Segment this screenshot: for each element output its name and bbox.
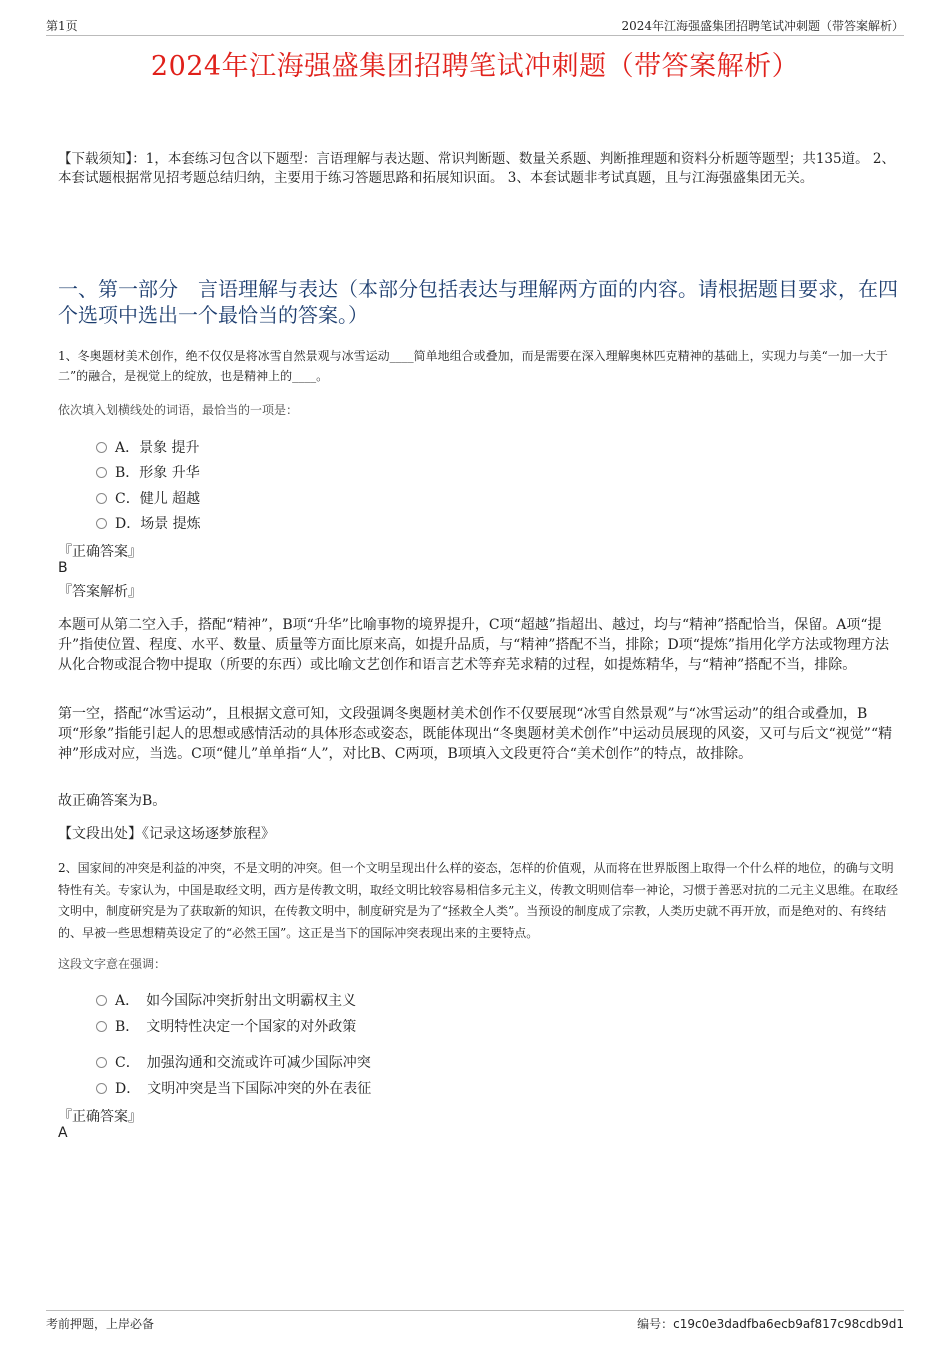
question-1-stem: 依次填入划横线处的词语，最恰当的一项是： [58, 403, 299, 417]
radio-icon[interactable] [96, 493, 107, 504]
question-1-option-c[interactable]: C．健儿 超越 [96, 488, 200, 510]
question-1-analysis-paragraph: 本题可从第二空入手，搭配“精神”，B项“升华”比喻事物的境界提升，C项“超越”指超出、越过，均与“精神”搭配恰当，保留。A项“提升”指使位置、程度、水平、数量、质量等方面比原来高，如提升品质，与“精神”搭配不当，排除；D项“提炼”指用化学方法或物理方法从化合物或混合物中提取（所要的东西）或比喻文艺创作和语言艺术等弃芜求精的过程，如提炼精华，与“精神”搭配不当，排除。 [58, 617, 890, 673]
question-1-option-a[interactable]: A．景象 提升 [96, 437, 200, 459]
section-heading: 一、第一部分 言语理解与表达（本部分包括表达与理解两方面的内容。请根据题目要求，在四个选项中选出一个最恰当的答案。） [58, 277, 898, 327]
question-1-answer-label: 『正确答案』 [58, 544, 142, 560]
question-2-text: 2、国家间的冲突是利益的冲突，不是文明的冲突。但一个文明呈现出什么样的姿态，怎样的价值观，从而将在世界版图上取得一个什么样的地位，的确与文明特性有关。专家认为，中国是取经文明，西方是传教文明，取经文明比较容易相信多元主义，传教文明则信奉一神论，习惯于善恶对抗的二元主义思维。在取经文明中，制度研究是为了获取新的知识，在传教文明中，制度研究是为了“拯救全人类”。当预设的制度成了宗教，人类历史就不再开放，而是绝对的、有终结的、早被一些思想精英设定了的“必然王国”。这正是当下的国际冲突表现出来的主要特点。 [58, 861, 899, 940]
question-2-option-d[interactable]: D． 文明冲突是当下国际冲突的外在表征 [96, 1078, 371, 1100]
document-title: 2024年江海强盛集团招聘笔试冲刺题（带答案解析） [150, 51, 800, 82]
question-1-conclusion: 故正确答案为B。 [58, 793, 167, 809]
download-notice: 【下载须知】：1，本套练习包含以下题型：言语理解与表达题、常识判断题、数量关系题、判断推理题和资料分析题等题型；共135道。 2、本套试题根据常见招考题总结归纳，主要用于练习答题思路和拓展知识面。 3、本套试题非考试真题，且与江海强盛集团无关。 [58, 151, 895, 186]
radio-icon[interactable] [96, 442, 107, 453]
radio-icon[interactable] [96, 995, 107, 1006]
radio-icon[interactable] [96, 518, 107, 529]
footer-slogan: 考前押题，上岸必备 [46, 1317, 155, 1331]
question-1-analysis-label: 『答案解析』 [58, 584, 142, 600]
radio-icon[interactable] [96, 1021, 107, 1032]
question-2-answer-label: 『正确答案』 [58, 1109, 142, 1125]
question-2-option-c[interactable]: C． 加强沟通和交流或许可减少国际冲突 [96, 1052, 371, 1074]
page-footer [46, 1310, 904, 1335]
header-doc-title: 2024年江海强盛集团招聘笔试冲刺题（带答案解析） [621, 19, 904, 33]
page-header [46, 15, 904, 36]
question-2-option-a[interactable]: A． 如今国际冲突折射出文明霸权主义 [96, 990, 356, 1012]
radio-icon[interactable] [96, 1083, 107, 1094]
question-2-option-b[interactable]: B． 文明特性决定一个国家的对外政策 [96, 1016, 356, 1038]
footer-code: 编号：c19c0e3dadfba6ecb9af817c98cdb9d1 [637, 1317, 904, 1331]
question-1-source: 【文段出处】《记录这场逐梦旅程》 [58, 826, 275, 842]
question-1-text: 1、冬奥题材美术创作，绝不仅仅是将冰雪自然景观与冰雪运动____简单地组合或叠加，而是需要在深入理解奥林匹克精神的基础上，实现力与美“一加一大于二”的融合，是视觉上的绽放，也是精神上的____。 [58, 349, 888, 383]
page-number: 第1页 [46, 19, 78, 33]
question-2-stem: 这段文字意在强调： [58, 957, 167, 971]
question-2-answer: A [58, 1125, 68, 1141]
radio-icon[interactable] [96, 1057, 107, 1068]
question-1-answer: B [58, 560, 68, 576]
question-1-option-b[interactable]: B．形象 升华 [96, 462, 200, 484]
radio-icon[interactable] [96, 467, 107, 478]
question-1-analysis-paragraph: 第一空，搭配“冰雪运动”，且根据文意可知，文段强调冬奥题材美术创作不仅要展现“冰雪自然景观”与“冰雪运动”的组合或叠加，B项“形象”指能引起人的思想或感情活动的具体形态或姿态，既能体现出“冬奥题材美术创作”中运动员展现的风姿，又可与后文“视觉”“精神”形成对应，当选。C项“健儿”单单指“人”，对比B、C两项，B项填入文段更符合“美术创作”的特点，故排除。 [58, 706, 893, 762]
question-1-option-d[interactable]: D．场景 提炼 [96, 513, 201, 535]
